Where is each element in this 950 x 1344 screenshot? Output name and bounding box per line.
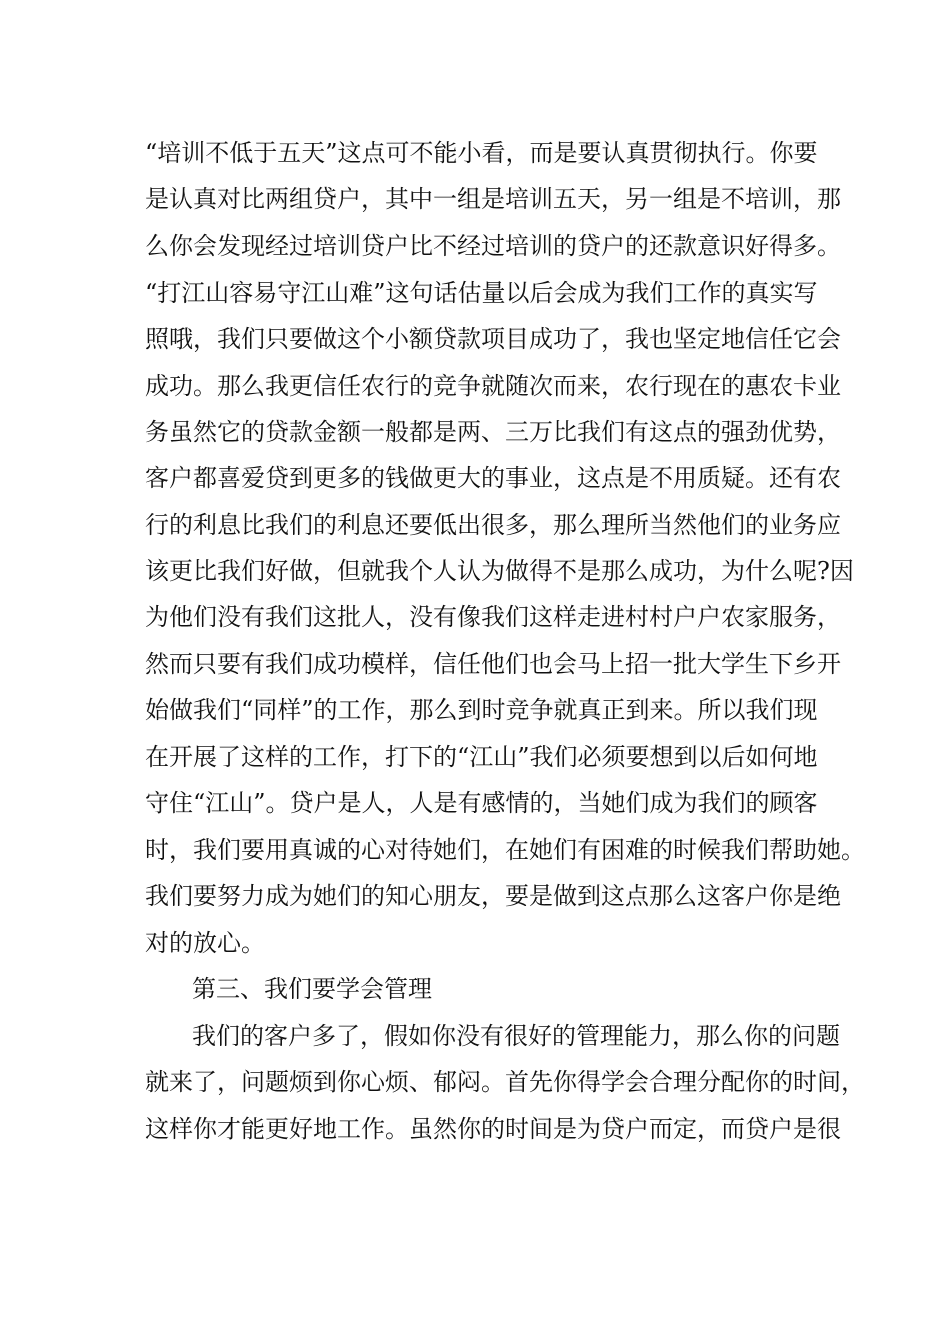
paragraph-1-line-13: 始做我们“同样”的工作，那么到时竞争就真正到来。所以我们现 <box>145 696 818 724</box>
paragraph-1-line-18: 对的放心。 <box>145 929 265 957</box>
section-heading: 第三、我们要学会管理 <box>192 975 432 1003</box>
paragraph-2-line-2: 就来了，问题烦到你心烦、郁闷。首先你得学会合理分配你的时间， <box>145 1068 865 1096</box>
paragraph-1-line-16: 时，我们要用真诚的心对待她们，在她们有困难的时候我们帮助她。 <box>145 836 865 864</box>
paragraph-1-line-7: 务虽然它的贷款金额一般都是两、三万比我们有这点的强劲优势， <box>145 418 841 446</box>
paragraph-1-line-3: 么你会发现经过培训贷户比不经过培训的贷户的还款意识好得多。 <box>145 232 841 260</box>
paragraph-2-line-1: 我们的客户多了，假如你没有很好的管理能力，那么你的问题 <box>192 1022 840 1050</box>
paragraph-1-line-17: 我们要努力成为她们的知心朋友，要是做到这点那么这客户你是绝 <box>145 882 841 910</box>
paragraph-1-line-9: 行的利息比我们的利息还要低出很多，那么理所当然他们的业务应 <box>145 511 841 539</box>
paragraph-1-line-1: “培训不低于五天”这点可不能小看，而是要认真贯彻执行。你要 <box>145 139 818 167</box>
paragraph-1-line-14: 在开展了这样的工作，打下的“江山”我们必须要想到以后如何地 <box>145 743 818 771</box>
paragraph-1-line-4: “打江山容易守江山难”这句话估量以后会成为我们工作的真实写 <box>145 279 818 307</box>
paragraph-1-line-12: 然而只要有我们成功模样，信任他们也会马上招一批大学生下乡开 <box>145 650 841 678</box>
paragraph-1-line-6: 成功。那么我更信任农行的竞争就随次而来，农行现在的惠农卡业 <box>145 372 841 400</box>
paragraph-1-line-15: 守住“江山”。贷户是人，人是有感情的，当她们成为我们的顾客 <box>145 789 818 817</box>
paragraph-1-line-11: 为他们没有我们这批人，没有像我们这样走进村村户户农家服务， <box>145 603 841 631</box>
paragraph-1-line-2: 是认真对比两组贷户，其中一组是培训五天，另一组是不培训，那 <box>145 185 841 213</box>
paragraph-1-line-10: 该更比我们好做，但就我个人认为做得不是那么成功，为什么呢?因 <box>145 557 854 585</box>
paragraph-1-line-8: 客户都喜爱贷到更多的钱做更大的事业，这点是不用质疑。还有农 <box>145 464 841 492</box>
paragraph-1-line-5: 照哦，我们只要做这个小额贷款项目成功了，我也坚定地信任它会 <box>145 325 841 353</box>
paragraph-2-line-3: 这样你才能更好地工作。虽然你的时间是为贷户而定，而贷户是很 <box>145 1115 841 1143</box>
